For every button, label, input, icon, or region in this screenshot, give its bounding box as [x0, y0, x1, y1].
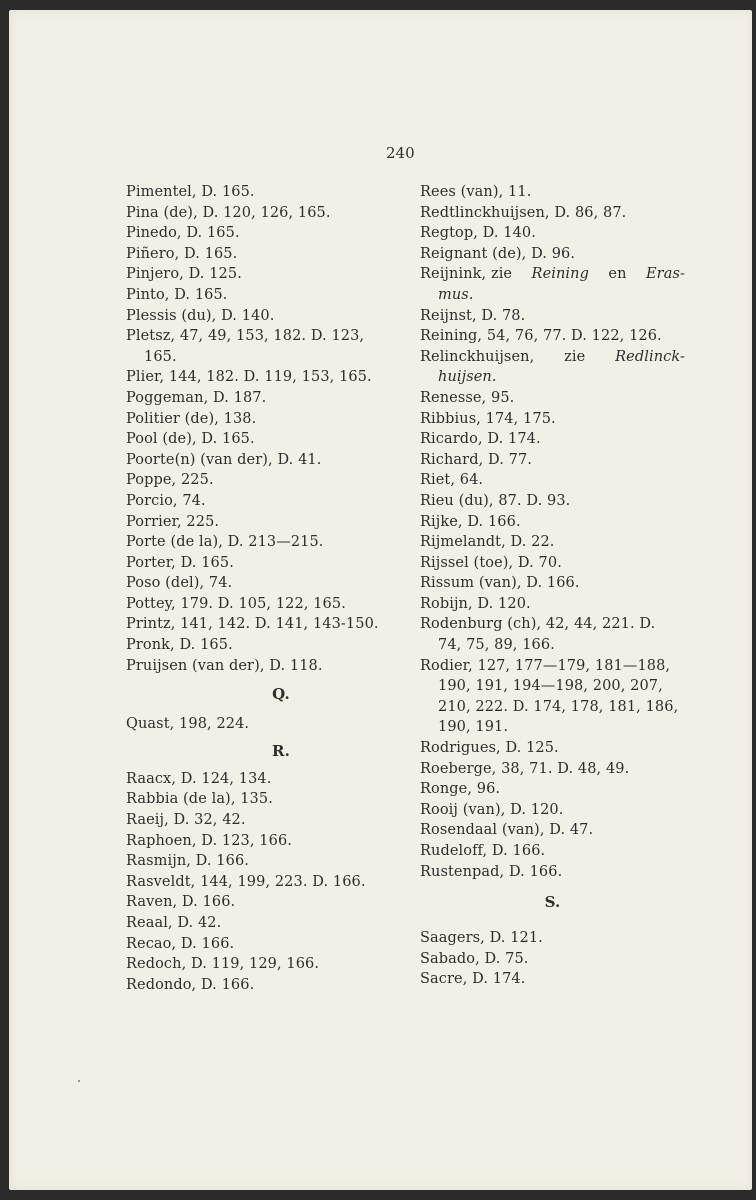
index-entry: Plier, 144, 182. D. 119, 153, 165.	[126, 369, 372, 386]
page-number: 240	[386, 144, 415, 162]
index-entry: Pottey, 179. D. 105, 122, 165.	[126, 595, 346, 612]
index-entry: Rees (van), 11.	[420, 184, 532, 200]
index-entry: Rijke, D. 166.	[420, 513, 521, 530]
entry-text: Relinckhuijsen,	[420, 348, 535, 365]
index-entry: Pletsz, 47, 49, 153, 182. D. 123,	[126, 328, 365, 345]
index-entry: Rustenpad, D. 166.	[420, 863, 563, 880]
entry-reference: huijsen.	[438, 369, 497, 386]
index-entry: Porte (de la), D. 213—215.	[126, 534, 324, 551]
index-entry: Pinto, D. 165.	[126, 286, 228, 303]
index-entry: Politier (de), 138.	[126, 410, 257, 427]
index-entry: Pruijsen (van der), D. 118.	[126, 657, 323, 674]
index-entry: Rodrigues, D. 125.	[420, 740, 559, 757]
index-entry: Raven, D. 166.	[126, 894, 236, 911]
section-letter-q: Q.	[272, 685, 290, 704]
index-entry: Riet, 64.	[420, 472, 484, 489]
index-entry: Poppe, 225.	[126, 472, 214, 489]
entry-reference: mus.	[438, 286, 474, 303]
index-entry-continuation	[420, 367, 685, 388]
index-entry: Rissum (van), D. 166.	[420, 575, 580, 592]
index-entry: Rudeloff, D. 166.	[420, 843, 546, 859]
index-entry: Pinjero, D. 125.	[126, 266, 242, 283]
index-entry: Recao, D. 166.	[126, 935, 235, 952]
left-index-column	[126, 182, 396, 995]
index-entry: Raeij, D. 32, 42.	[126, 812, 246, 829]
index-entry: Rosendaal (van), D. 47.	[420, 822, 594, 839]
entry-reference: Eras-	[645, 266, 685, 283]
index-entry: Rooij (van), D. 120.	[420, 801, 564, 818]
index-entry: Richard, D. 77.	[420, 451, 532, 468]
index-entry: Reining, 54, 76, 77. D. 122, 126.	[420, 328, 662, 345]
index-entry: Redoch, D. 119, 129, 166.	[126, 956, 320, 973]
index-entry-continuation: 165.	[144, 348, 177, 365]
index-entry: Rieu (du), 87. D. 93.	[420, 492, 571, 509]
index-entry: Porrier, 225.	[126, 513, 220, 530]
index-entry: Regtop, D. 140.	[420, 225, 536, 242]
right-index-column	[420, 182, 685, 990]
index-entry-continuation: 190, 191.	[438, 719, 509, 736]
index-entry: Sacre, D. 174.	[420, 971, 526, 988]
index-entry-continuation	[420, 285, 685, 306]
index-entry: Redondo, D. 166.	[126, 976, 255, 993]
index-entry: Raacx, D. 124, 134.	[126, 770, 272, 787]
index-entry-continuation: 210, 222. D. 174, 178, 181, 186,	[438, 698, 679, 715]
index-entry: Rodier, 127, 177—179, 181—188,	[420, 657, 671, 674]
index-entry: Printz, 141, 142. D. 141, 143-150.	[126, 616, 379, 633]
index-entry-continuation: 74, 75, 89, 166.	[438, 637, 555, 654]
index-entry: Ronge, 96.	[420, 781, 501, 798]
index-entry: Raphoen, D. 123, 166.	[126, 832, 292, 849]
index-entry: Ricardo, D. 174.	[420, 431, 541, 448]
index-entry: Rodenburg (ch), 42, 44, 221. D.	[420, 616, 656, 633]
index-entry: Redtlinckhuijsen, D. 86, 87.	[420, 204, 627, 221]
index-entry: Pronk, D. 165.	[126, 637, 233, 654]
index-entry: Porcio, 74.	[126, 492, 206, 509]
index-entry: Pinedo, D. 165.	[126, 225, 240, 242]
index-entry: Rijmelandt, D. 22.	[420, 534, 555, 551]
index-entry: Rasveldt, 144, 199, 223. D. 166.	[126, 873, 366, 890]
entry-reference: Reining	[531, 266, 589, 283]
index-entry-continuation: 190, 191, 194—198, 200, 207,	[438, 678, 663, 695]
index-entry: Poso (del), 74.	[126, 575, 233, 592]
index-entry: Saagers, D. 121.	[420, 930, 543, 947]
index-entry: Poorte(n) (van der), D. 41.	[126, 451, 322, 468]
index-entry: Reignant (de), D. 96.	[420, 245, 576, 262]
entry-text: zie	[564, 348, 586, 365]
index-entry: Poggeman, D. 187.	[126, 389, 267, 406]
index-entry	[420, 347, 685, 368]
index-entry: Sabado, D. 75.	[420, 950, 529, 967]
index-entry: Rabbia (de la), 135.	[126, 791, 273, 808]
index-entry: Renesse, 95.	[420, 389, 515, 406]
index-entry: Ribbius, 174, 175.	[420, 410, 556, 427]
index-entry: Roeberge, 38, 71. D. 48, 49.	[420, 760, 630, 777]
index-entry: Pool (de), D. 165.	[126, 431, 255, 448]
index-entry: Pina (de), D. 120, 126, 165.	[126, 204, 331, 221]
section-letter-r: R.	[272, 741, 290, 760]
entry-reference: Redlinck-	[615, 348, 685, 365]
index-entry: Reijnst, D. 78.	[420, 307, 526, 324]
index-entry: Porter, D. 165.	[126, 554, 234, 571]
index-entry: Reaal, D. 42.	[126, 915, 222, 931]
section-letter-s: S.	[544, 893, 561, 912]
entry-text: Reijnink, zie	[420, 266, 513, 283]
index-entry: Piñero, D. 165.	[126, 245, 238, 262]
paper-speck	[78, 1080, 80, 1082]
index-entry: Plessis (du), D. 140.	[126, 307, 275, 324]
index-entry	[420, 264, 685, 285]
entry-text: en	[608, 266, 627, 283]
index-entry: Rasmijn, D. 166.	[126, 853, 249, 870]
index-entry: Pimentel, D. 165.	[126, 184, 255, 200]
index-entry: Rijssel (toe), D. 70.	[420, 554, 562, 571]
index-entry: Robijn, D. 120.	[420, 595, 531, 612]
index-entry: Quast, 198, 224.	[126, 716, 250, 733]
